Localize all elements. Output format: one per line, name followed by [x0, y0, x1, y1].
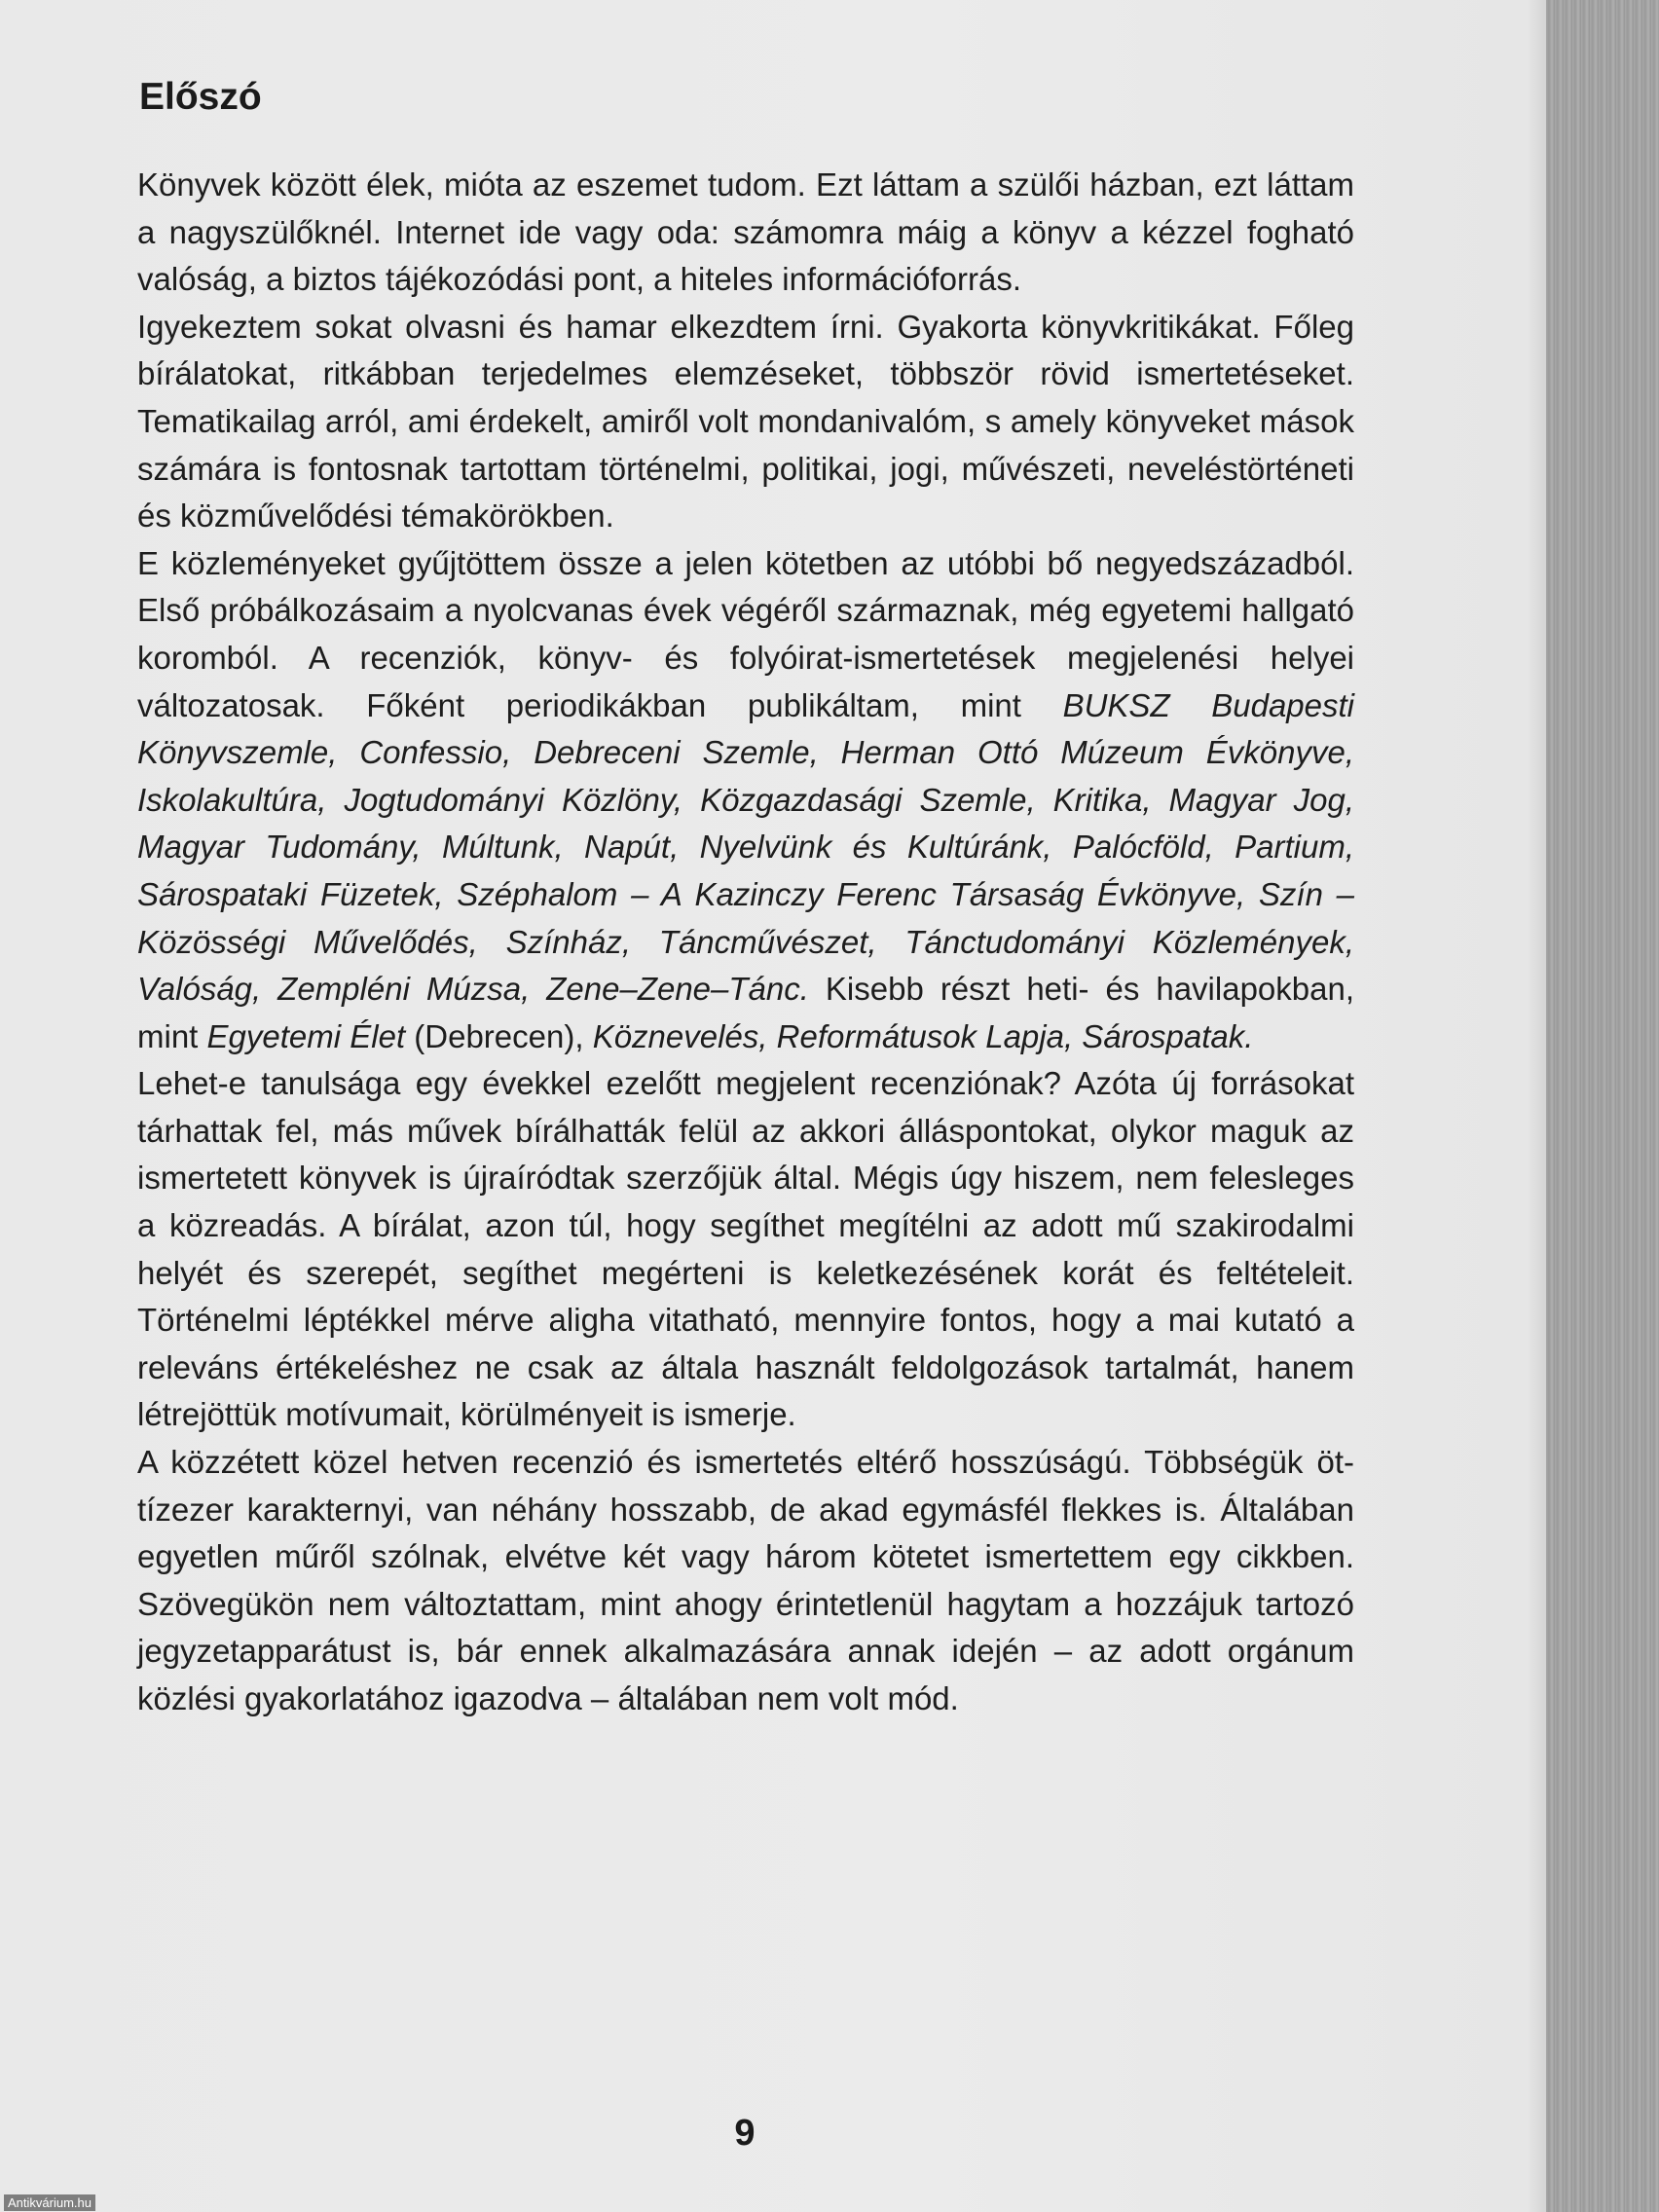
paragraph-3-weekly-list: Köznevelés, Reformátusok Lapja, Sárospatak.: [592, 1017, 1254, 1054]
page-title: Előszó: [139, 76, 262, 118]
paragraph-5: A közzétett közel hetven recenzió és ismertetés eltérő hosszúságú. Többségük öt-tízezer karakternyi, van néhány hosszabb, de akad egymásfél flekkes is. Általában egyetlen műről szólnak, elvétve két vagy három kötetet ismertettem egy cikkben. Szövegükön nem változtattam, mint ahogy érintetlenül hagytam a hozzájuk tartozó jegyzetapparátust is, bár ennek alkalmazására annak idején – az adott orgánum közlési gyakorlatához igazodva – általában nem volt mód.: [137, 1444, 1354, 1716]
paragraph-3-periodicals-list: BUKSZ Budapesti Könyvszemle, Confessio, Debreceni Szemle, Herman Ottó Múzeum Évkönyve, Iskolakultúra, Jogtudományi Közlöny, Közgazdasági Szemle, Kritika, Magyar Jog, Magyar Tudomány, Múltunk, Napút, Nyelvünk és Kultúránk, Palócföld, Partium, Sárospataki Füzetek, Széphalom – A Kazinczy Ferenc Társaság Évkönyve, Szín – Közösségi Művelődés, Színház, Táncművészet, Tánctudományi Közlemények, Valóság, Zempléni Múzsa, Zene–Zene–Tánc.: [137, 686, 1355, 1008]
watermark: Antikvárium.hu: [4, 2194, 95, 2211]
body-text: [137, 162, 1354, 1723]
page-number: 9: [734, 2113, 756, 2154]
paragraph-1: Könyvek között élek, mióta az eszemet tudom. Ezt láttam a szülői házban, ezt láttam a nagyszülőknél. Internet ide vagy oda: számomra máig a könyv a kézzel fogható valóság, a biztos tájékozódási pont, a hiteles információforrás.: [137, 166, 1354, 298]
paragraph-4: Lehet-e tanulsága egy évekkel ezelőtt megjelent recenziónak? Azóta új forrásokat tárhattak fel, más művek bírálhatták felül az akkori álláspontokat, olykor maguk az ismertetett könyvek is újraíródtak szerzőjük által. Mégis úgy hiszem, nem felesleges a közreadás. A bírálat, azon túl, hogy segíthet megítélni az adott mű szakirodalmi helyét és szerepét, segíthet megérteni is keletkezésének korát és feltételeit. Történelmi léptékkel mérve aligha vitatható, mennyire fontos, hogy a mai kutató a releváns értékeléshez ne csak az általa használt feldolgozások tartalmát, hanem létrejöttük motívumait, körülményeit is ismerje.: [137, 1065, 1354, 1433]
paragraph-3: [137, 540, 1354, 1061]
book-spine-edge: [1546, 0, 1659, 2212]
paragraph-2: Igyekeztem sokat olvasni és hamar elkezdtem írni. Gyakorta könyvkritikákat. Főleg bírálatokat, ritkábban terjedelmes elemzéseket, többször rövid ismertetéseket. Tematikailag arról, ami érdekelt, amiről volt mondanivalóm, s amely könyveket mások számára is fontosnak tartottam történelmi, politikai, jogi, művészeti, neveléstörténeti és közművelődési témakörökben.: [137, 308, 1354, 535]
paragraph-3-periodical-egyetemi-elet: Egyetemi Élet: [206, 1017, 406, 1054]
page-edge-shadow: [1527, 0, 1546, 2212]
paragraph-3-text-a: E közleményeket gyűjtöttem össze a jelen kötetben az utóbbi bő negyedszázadból. Első próbálkozásaim a nyolcvanas évek végéről származnak, még egyetemi hallgató koromból. A recenziók, könyv- és folyóirat-ismertetések megjelenési helyei változatosak. Főként periodikákban publikáltam, mint: [137, 544, 1354, 723]
paragraph-3-text-b: Kisebb részt heti- és havilapokban, mint: [137, 971, 1354, 1054]
paragraph-3-text-c: (Debrecen),: [405, 1017, 593, 1054]
